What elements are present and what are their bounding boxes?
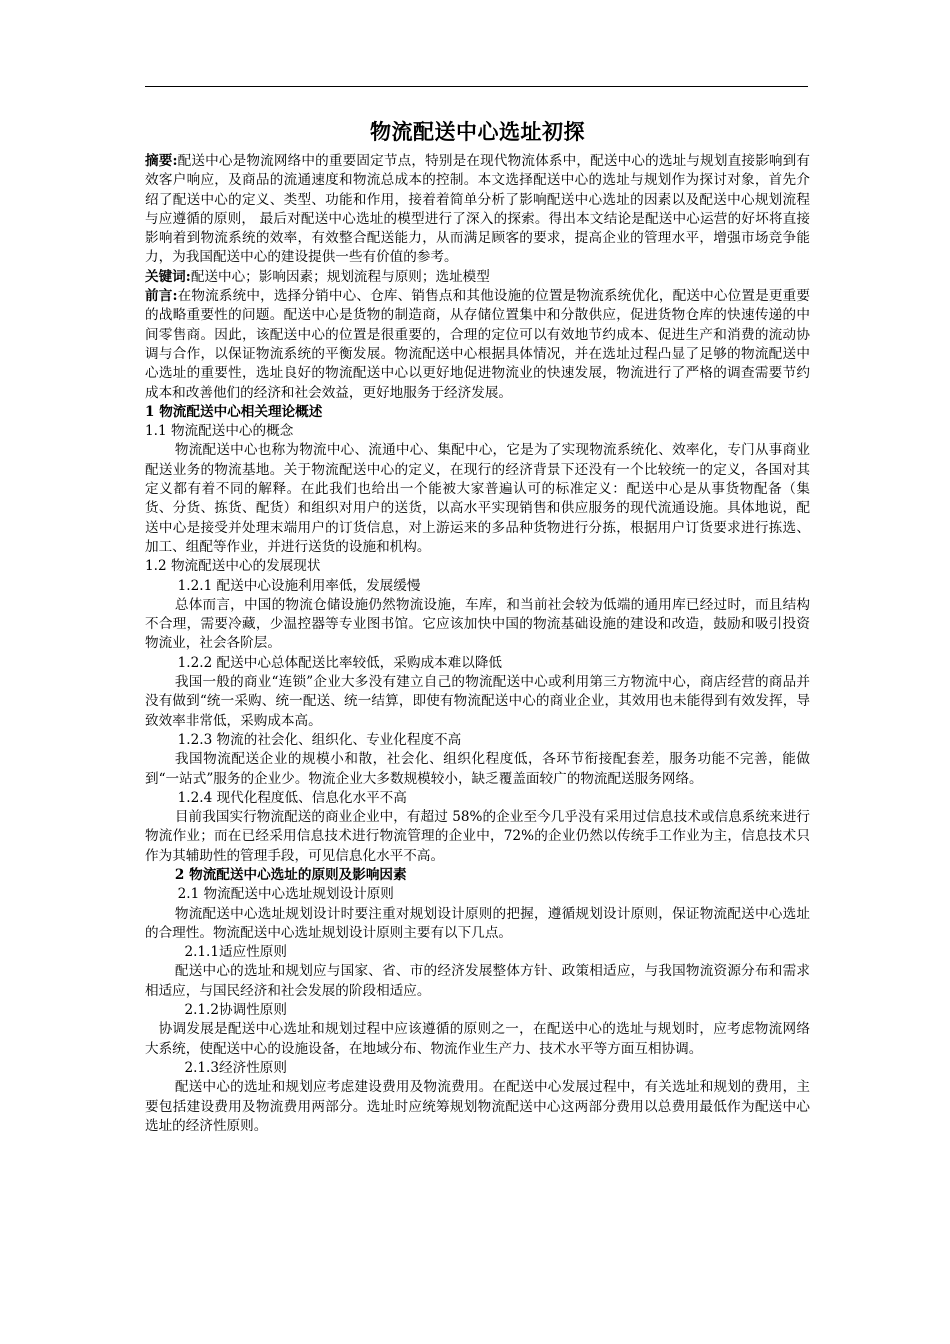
section-1-2-2-heading: 1.2.2 配送中心总体配送比率较低，采购成本难以降低: [177, 654, 503, 671]
abstract-label: 摘要:: [145, 153, 178, 169]
preface-text: 在物流系统中，选择分销中心、仓库、销售点和其他设施的位置是物流系统优化，配送中心位置是更重要的战略重要性的问题。配送中心是货物的制造商，从存储位置集中和分散供应，促进货物仓库的快速传递的中间零售商。因此，该配送中心的位置是很重要的，合理的定位可以有效地节约成本、促进生产和消费的流动协调与合作，以保证物流系统的平衡发展。物流配送中心根据具体情况，并在选址过程凸显了足够的物流配送中心选址的重要性，选址良好的物流配送中心以更好地促进物流业的快速发展，物流进行了严格的调查需要节约成本和改善他们的经济和社会效益，更好地服务于经济发展。: [145, 288, 810, 401]
section-2-1-1-heading: 2.1.1适应性原则: [184, 944, 287, 961]
preface-paragraph: [145, 287, 810, 403]
abstract-text: 配送中心是物流网络中的重要固定节点，特别是在现代物流体系中，配送中心的选址与规划直接影响到有效客户响应，及商品的流通速度和物流总成本的控制。本文选择配送中心的选址与规划作为探讨对象，首先介绍了配送中心的定义、类型、功能和作用，接着着简单分析了影响配送中心选址的因素以及配送中心规划流程与应遵循的原则， 最后对配送中心选址的模型进行了深入的探索。得出本文结论是配送中心运营的好坏将直接影响着到物流系统的效率，有效整合配送能力，从而满足顾客的要求，提高企业的管理水平，增强市场竞争能力，为我国配送中心的建设提供一些有价值的参考。: [145, 153, 810, 266]
preface-label: 前言:: [145, 288, 178, 305]
section-2-1-1-paragraph: 配送中心的选址和规划应与国家、省、市的经济发展整体方针、政策相适应，与我国物流资源分布和需求相适应，与国民经济和社会发展的阶段相适应。: [145, 963, 810, 999]
page-title: 物流配送中心选址初探: [370, 119, 585, 144]
section-1-2-3-heading: 1.2.3 物流的社会化、组织化、专业化程度不高: [177, 731, 462, 748]
section-2-1-2-paragraph: 协调发展是配送中心选址和规划过程中应该遵循的原则之一，在配送中心的选址与规划时，应考虑物流网络大系统，使配送中心的设施设备，在地域分布、物流作业生产力、技术水平等方面互相协调。: [145, 1021, 810, 1057]
section-2-heading: 2 物流配送中心选址的原则及影响因素: [174, 866, 407, 883]
section-2-1-3-heading: 2.1.3经济性原则: [184, 1059, 287, 1076]
section-1-2-3-paragraph: 我国物流配送企业的规模小和散，社会化、组织化程度低，各环节衔接配套差，服务功能不完善，能做到“一站式”服务的企业少。物流企业大多数规模较小，缺乏覆盖面较广的物流配送服务网络。: [145, 751, 810, 787]
section-2-1-3-paragraph: 配送中心的选址和规划应考虑建设费用及物流费用。在配送中心发展过程中，有关选址和规划的费用，主要包括建设费用及物流费用两部分。选址时应统筹规划物流配送中心这两部分费用以总费用最低作为配送中心选址的经济性原则。: [145, 1079, 810, 1134]
section-1-2-1-paragraph: 总体而言，中国的物流仓储设施仍然物流设施，车库，和当前社会较为低端的通用库已经过时，而且结构不合理，需要冷藏，少温控器等专业图书馆。它应该加快中国的物流基础设施的建设和改造，鼓励和吸引投资物流业，社会各阶层。: [145, 596, 810, 652]
section-1-2-4-heading: 1.2.4 现代化程度低、信息化水平不高: [177, 789, 407, 806]
section-1-1-paragraph: 物流配送中心也称为物流中心、流通中心、集配中心，它是为了实现物流系统化、效率化，专门从事商业配送业务的物流基地。关于物流配送中心的定义，在现行的经济背景下还没有一个比较统一的定义，各国对其定义都有着不同的解释。在此我们也给出一个能被大家普遍认可的标准定义：配送中心是从事货物配备（集货、分货、拣货、配货）和组织对用户的送货，以高水平实现销售和供应服务的现代流通设施。具体地说，配送中心是接受并处理末端用户的订货信息，对上游运来的多品种货物进行分拣，根据用户订货要求进行拣选、加工、组配等作业，并进行送货的设施和机构。: [145, 442, 810, 555]
section-2-1-paragraph: 物流配送中心选址规划设计时要注重对规划设计原则的把握，遵循规划设计原则，保证物流配送中心选址的合理性。物流配送中心选址规划设计原则主要有以下几点。: [145, 905, 810, 941]
header-rule: [145, 86, 808, 87]
section-1-2-4-paragraph: 目前我国实行物流配送的商业企业中，有超过 58%的企业至今几乎没有采用过信息技术或信息系统来进行物流作业；而在已经采用信息技术进行物流管理的企业中，72%的企业仍然以传统手工作业为主，信息技术只作为其辅助性的管理手段，可见信息化水平不高。: [145, 809, 810, 864]
document-body: [145, 114, 810, 1136]
section-1-2-1-heading: 1.2.1 配送中心设施利用率低，发展缓慢: [177, 577, 421, 594]
section-2-1-2-heading: 2.1.2协调性原则: [184, 1002, 287, 1019]
section-1-heading: 1 物流配送中心相关理论概述: [145, 403, 323, 420]
section-2-1-heading: 2.1 物流配送中心选址规划设计原则: [177, 886, 394, 903]
section-1-2-heading: 1.2 物流配送中心的发展现状: [145, 558, 321, 575]
abstract-paragraph: [145, 152, 810, 268]
section-1-1-heading: 1.1 物流配送中心的概念: [145, 423, 294, 440]
keywords-label: 关键词:: [145, 268, 191, 285]
keywords-text: 配送中心；影响因素；规划流程与原则；选址模型: [190, 268, 490, 285]
keywords-paragraph: [145, 268, 810, 287]
section-1-2-2-paragraph: 我国一般的商业“连锁”企业大多没有建立自己的物流配送中心或利用第三方物流中心，商店经营的商品并没有做到“统一采购、统一配送、统一结算，即使有物流配送中心的商业企业，其效用也未能得到有效发挥，导致效率非常低，采购成本高。: [145, 674, 810, 729]
